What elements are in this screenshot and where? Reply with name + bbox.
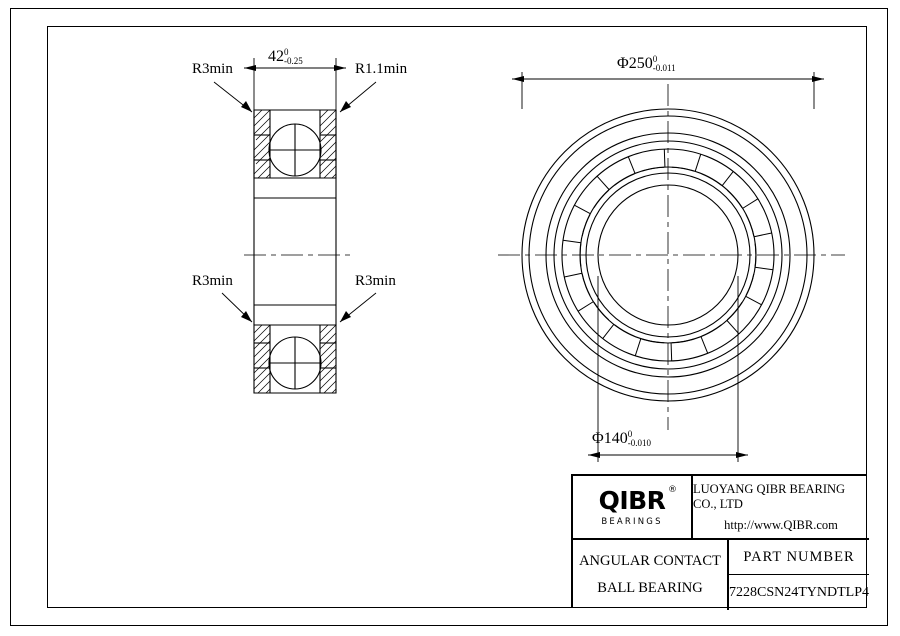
label-r11min-top-right: R1.1min <box>355 61 408 77</box>
section-bore-body <box>254 178 336 325</box>
company-website[interactable]: http://www.QIBR.com <box>724 517 838 532</box>
company-name: LUOYANG QIBR BEARING CO., LTD <box>693 481 846 511</box>
label-r3min-bottom-right: R3min <box>355 273 396 289</box>
logo-brand: QIBR <box>598 485 666 515</box>
title-block-header-row <box>573 476 869 540</box>
section-hatch-bottom-left <box>254 325 270 393</box>
width-tol-lower: -0.25 <box>284 56 303 67</box>
width-tol-upper: 0 <box>284 47 289 57</box>
logo-tagline: BEARINGS <box>601 516 663 527</box>
product-description-line2: BALL BEARING <box>597 580 703 596</box>
leader-r3min-bottom-right <box>340 293 376 322</box>
leader-r3min-top-left <box>214 82 252 112</box>
width-nominal: 42 <box>268 48 284 66</box>
company-info <box>693 476 869 538</box>
od-tolerance <box>653 55 676 74</box>
section-bottom-half <box>254 325 336 393</box>
label-r3min-top-left: R3min <box>192 61 233 77</box>
leader-r3min-bottom-left <box>222 293 252 322</box>
od-tol-upper: 0 <box>652 54 658 64</box>
bore-tol-lower: -0.010 <box>627 438 651 449</box>
width-dimension-text <box>268 48 303 67</box>
width-tolerance <box>284 48 303 67</box>
bore-tolerance <box>628 430 651 449</box>
od-dimension-text <box>617 55 676 74</box>
registered-trademark-icon: ® <box>667 484 677 495</box>
section-hatch-top-left <box>254 110 270 178</box>
part-number-label: PART NUMBER <box>729 540 869 575</box>
bore-dimension-text <box>592 430 651 449</box>
title-block <box>571 474 867 608</box>
bore-tol-upper: 0 <box>627 429 633 439</box>
product-description <box>573 540 729 610</box>
logo-brand-text <box>598 484 677 515</box>
od-tol-lower: -0.011 <box>652 63 676 74</box>
bore-nominal: Φ140 <box>592 430 628 448</box>
od-nominal: Φ250 <box>617 55 653 73</box>
section-hatch-bottom-right <box>320 325 336 393</box>
product-description-line1: ANGULAR CONTACT <box>579 553 721 569</box>
part-number-block <box>729 540 869 610</box>
section-top-half <box>254 110 336 178</box>
label-r3min-bottom-left: R3min <box>192 273 233 289</box>
title-block-body-row <box>573 540 869 610</box>
part-number-value: 7228CSN24TYNDTLP4 <box>728 584 869 600</box>
company-logo <box>573 476 693 538</box>
section-hatch-top-right <box>320 110 336 178</box>
leader-r11min-top-right <box>340 82 376 112</box>
